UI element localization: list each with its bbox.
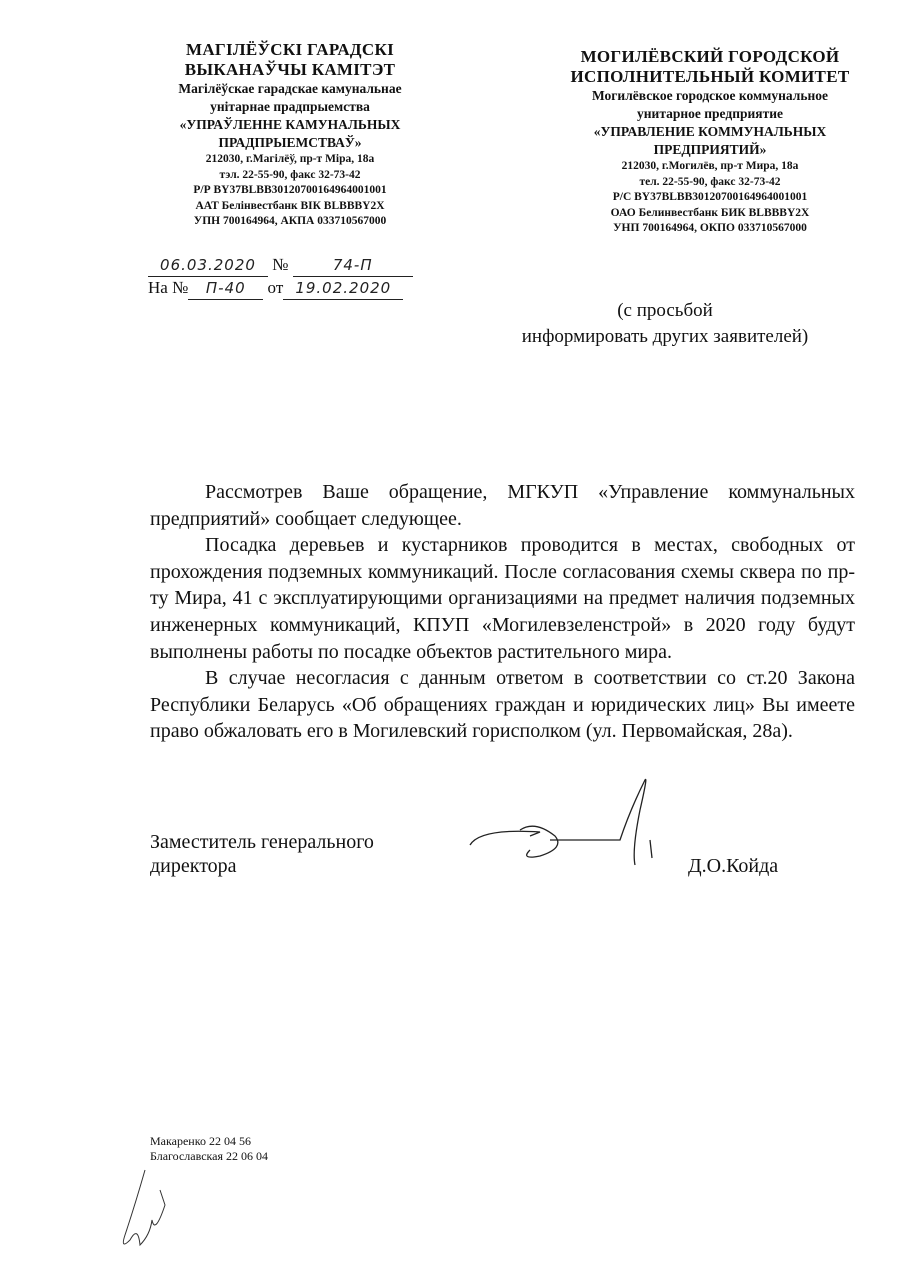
handwritten-initials — [110, 1165, 180, 1255]
header-contact-line: УПН 700164964, АКПА 033710567000 — [193, 215, 387, 227]
header-contact-line: тел. 22-55-90, факс 32-73-42 — [639, 175, 781, 188]
from-label: от — [267, 278, 284, 297]
header-org-line: Магілёўскае гарадскае камунальнае — [178, 81, 402, 96]
reply-label: На № — [148, 278, 189, 297]
header-contact-line: УНП 700164964, ОКПО 033710567000 — [613, 222, 807, 234]
reply-date: 19.02.2020 — [283, 278, 403, 300]
executor-line: Макаренко 22 04 56 — [150, 1134, 251, 1148]
paragraph: Рассмотрев Ваше обращение, МГКУП «Управление коммунальных предприятий» сообщает следующее. — [150, 481, 855, 530]
header-title-line: ИСПОЛНИТЕЛЬНЫЙ КОМИТЕТ — [570, 67, 850, 86]
header-contact-line: Р/Р BY37BLBB30120700164964001001 — [193, 184, 387, 196]
header-org-line: «УПРАВЛЕНИЕ КОММУНАЛЬНЫХ — [593, 124, 827, 139]
header-title-line: МАГІЛЁЎСКІ ГАРАДСКІ — [185, 40, 395, 59]
signatory-name: Д.О.Койда — [688, 855, 779, 877]
header-contact-line: ОАО Белинвестбанк БИК BLBBBY2X — [610, 206, 810, 219]
addressee-note — [480, 298, 850, 350]
executors — [150, 1134, 268, 1164]
position-line: Заместитель генерального — [150, 831, 374, 853]
header-org-line: унитарное предприятие — [637, 106, 783, 121]
header-org-line: Могилёвское городское коммунальное — [591, 88, 829, 103]
outgoing-date: 06.03.2020 — [148, 255, 268, 277]
paragraph: Посадка деревьев и кустарников проводится в местах, свободных от прохождения подземных коммуникаций. После согласования схемы сквера по пр-ту Мира, 41 с эксплуатирующими организациями на предмет наличия подземных инженерных коммуникаций, КПУП «Могилевзеленстрой» в 2020 году будут выполнены работы по посадке объектов растительного мира. — [150, 534, 855, 663]
header-contact-line: 212030, г.Магілёў, пр-т Міра, 18а — [205, 153, 375, 165]
note-line: (с просьбой — [617, 300, 713, 321]
letter-body — [150, 479, 855, 745]
header-title-line: ВЫКАНАЎЧЫ КАМІТЭТ — [184, 60, 396, 79]
paragraph: В случае несогласия с данным ответом в соответствии со ст.20 Закона Республики Беларусь «Об обращениях граждан и юридических лиц» Вы имеете право обжаловать его в Могилевский горисполком (ул. Первомайская, 28а). — [150, 667, 855, 743]
header-contact-line: 212030, г.Могилёв, пр-т Мира, 18а — [621, 160, 799, 172]
signatory-position — [150, 830, 374, 878]
outgoing-number: 74-П — [293, 255, 413, 277]
handwritten-signature — [460, 770, 670, 880]
header-contact-line: Р/С BY37BLBB30120700164964001001 — [612, 191, 808, 203]
header-org-line: унітарнае прадпрыемства — [210, 99, 370, 114]
header-org-line: ПРЕДПРИЯТИЙ» — [653, 142, 767, 157]
number-label: № — [272, 255, 289, 274]
header-title-line: МОГИЛЁВСКИЙ ГОРОДСКОЙ — [580, 47, 840, 66]
header-contact-line: ААТ Белінвестбанк ВІК BLBBBY2X — [195, 199, 385, 212]
reply-number: П-40 — [188, 278, 263, 300]
note-line: информировать других заявителей) — [521, 326, 809, 347]
header-belarusian — [145, 40, 435, 230]
header-russian — [550, 47, 870, 237]
header-org-line: ПРАДПРЫЕМСТВАЎ» — [218, 135, 362, 150]
position-line: директора — [150, 855, 237, 877]
registration-block — [148, 254, 413, 300]
header-contact-line: тэл. 22-55-90, факс 32-73-42 — [219, 168, 361, 181]
executor-line: Благославская 22 06 04 — [150, 1149, 269, 1163]
header-org-line: «УПРАЎЛЕННЕ КАМУНАЛЬНЫХ — [179, 117, 401, 132]
